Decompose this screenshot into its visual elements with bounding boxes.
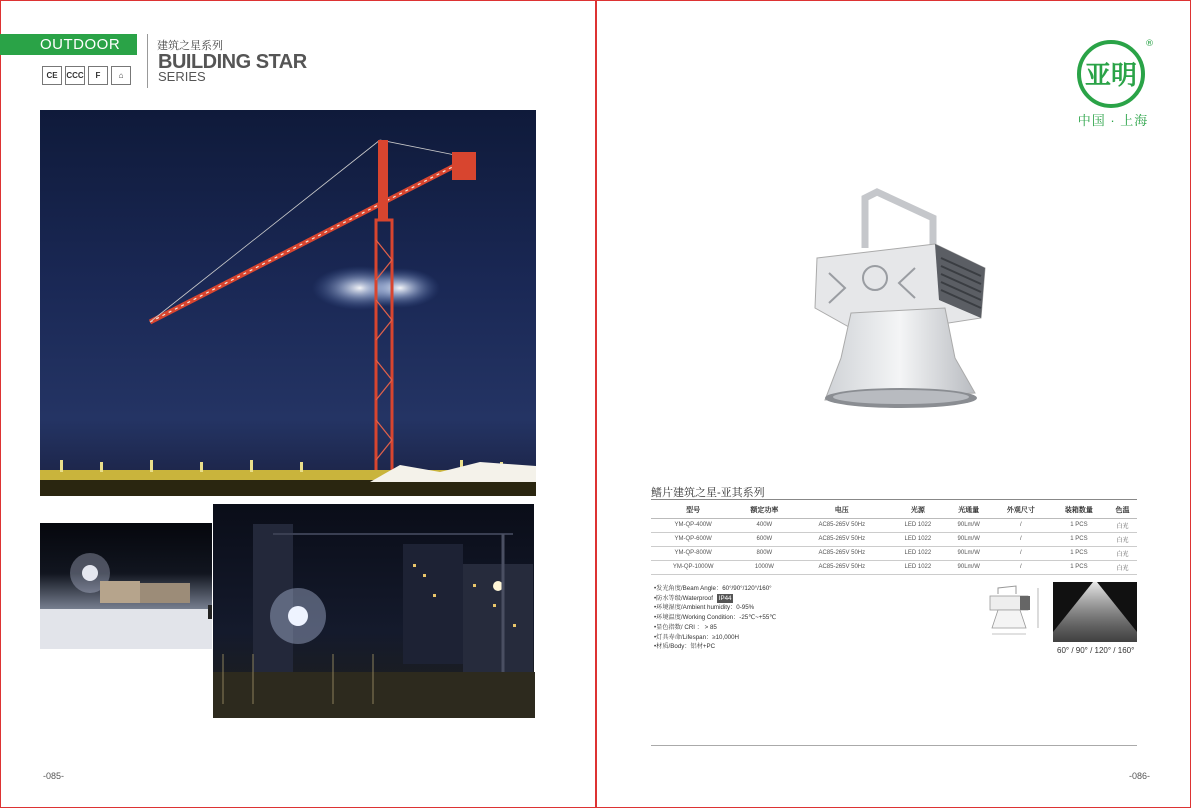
cell-luminous-flux: 90Lm/W	[946, 518, 992, 532]
ip-rating-badge: IP44	[718, 594, 732, 602]
spec-table	[651, 502, 1137, 575]
category-label: OUTDOOR	[40, 36, 121, 53]
spec-table-title: 鳍片建筑之星-亚其系列	[651, 487, 765, 499]
cell-color-temp: 白光	[1108, 532, 1137, 546]
cell-light-source: LED 1022	[890, 532, 945, 546]
table-row	[651, 532, 1137, 546]
table-row	[651, 518, 1137, 532]
cell-luminous-flux: 90Lm/W	[946, 532, 992, 546]
cell-power: 1000W	[735, 560, 793, 574]
cell-light-source: LED 1022	[890, 518, 945, 532]
col-header-light-source: 光源	[890, 502, 945, 518]
feature-lifespan: •灯具寿命/Lifespan：≥10,000H	[654, 633, 740, 641]
col-header-model: 型号	[651, 502, 735, 518]
cell-dimensions: /	[992, 546, 1050, 560]
cell-light-source: LED 1022	[890, 560, 945, 574]
cell-color-temp: 白光	[1108, 518, 1137, 532]
led-high-bay-lamp-image	[805, 188, 995, 413]
cell-voltage: AC85-265V 50Hz	[793, 532, 890, 546]
cell-voltage: AC85-265V 50Hz	[793, 546, 890, 560]
table-top-rule	[651, 499, 1137, 500]
table-row	[651, 560, 1137, 574]
brand-logo-text: 亚明	[1084, 61, 1138, 91]
series-title-en: BUILDING STAR	[158, 51, 307, 73]
feature-waterproof	[654, 594, 776, 604]
cell-model: YM-QP-600W	[651, 532, 735, 546]
cell-power: 400W	[735, 518, 793, 532]
cell-light-source: LED 1022	[890, 546, 945, 560]
ce-mark-icon: CE	[42, 66, 62, 85]
col-header-packing-qty: 装箱数量	[1050, 502, 1108, 518]
beam-angles-caption: 60° / 90° / 120° / 160°	[1057, 646, 1135, 655]
construction-site-night-photo	[212, 503, 534, 717]
feature-cri: •显色指数/ CRI ： > 85	[654, 623, 717, 631]
trademark-symbol: ®	[1145, 39, 1154, 49]
feature-working-condition: •环境温度/Working Condition：-25℃~+55℃	[654, 614, 777, 622]
cell-color-temp: 白光	[1108, 560, 1137, 574]
cell-packing-qty: 1 PCS	[1050, 532, 1108, 546]
dimension-diagram	[986, 582, 1046, 642]
yaming-logo-icon	[1075, 36, 1154, 112]
page-spine	[595, 0, 596, 808]
cell-model: YM-QP-800W	[651, 546, 735, 560]
cell-dimensions: /	[992, 560, 1050, 574]
cell-luminous-flux: 90Lm/W	[946, 560, 992, 574]
col-header-luminous-flux: 光通量	[946, 502, 992, 518]
feature-list	[654, 584, 776, 652]
series-subtitle: SERIES	[158, 69, 206, 84]
cell-model: YM-QP-400W	[651, 518, 735, 532]
cell-model: YM-QP-1000W	[651, 560, 735, 574]
series-title-cn: 建筑之星系列	[157, 40, 223, 52]
cell-packing-qty: 1 PCS	[1050, 560, 1108, 574]
series-divider	[147, 34, 148, 88]
cell-color-temp: 白光	[1108, 546, 1137, 560]
f-mark-icon: F	[88, 66, 108, 85]
cell-voltage: AC85-265V 50Hz	[793, 518, 890, 532]
feature-humidity: •环境湿度/Ambient humidity：0-95%	[654, 604, 755, 612]
certification-marks	[42, 66, 131, 85]
ccc-mark-icon: CCC	[65, 66, 85, 85]
col-header-voltage: 电压	[793, 502, 890, 518]
tower-crane-night-photo	[40, 110, 536, 496]
col-header-power: 额定功率	[735, 502, 793, 518]
page-number-right: -086-	[1129, 771, 1151, 781]
cell-voltage: AC85-265V 50Hz	[793, 560, 890, 574]
feature-waterproof-label: •防水等级/Waterproof	[654, 594, 715, 602]
snowy-field-night-photo	[40, 523, 228, 649]
beam-angle-light-image	[1053, 582, 1137, 642]
cell-packing-qty: 1 PCS	[1050, 546, 1108, 560]
indoor-mark-icon: ⌂	[111, 66, 131, 85]
feature-beam-angle: •发光角度/Beam Angle：60°/90°/120°/160°	[654, 585, 772, 592]
cell-packing-qty: 1 PCS	[1050, 518, 1108, 532]
brand-location: 中国 · 上海	[1077, 113, 1149, 128]
feature-body-material: •材质/Body：铝材+PC	[654, 643, 716, 651]
cell-luminous-flux: 90Lm/W	[946, 546, 992, 560]
bottom-rule	[651, 745, 1137, 746]
cell-dimensions: /	[992, 532, 1050, 546]
table-row	[651, 546, 1137, 560]
col-header-dimensions: 外观尺寸	[992, 502, 1050, 518]
cell-power: 600W	[735, 532, 793, 546]
cell-dimensions: /	[992, 518, 1050, 532]
table-header-row	[651, 502, 1137, 518]
cell-power: 800W	[735, 546, 793, 560]
page-number-left: -085-	[43, 771, 65, 781]
col-header-color-temp: 色温	[1108, 502, 1137, 518]
